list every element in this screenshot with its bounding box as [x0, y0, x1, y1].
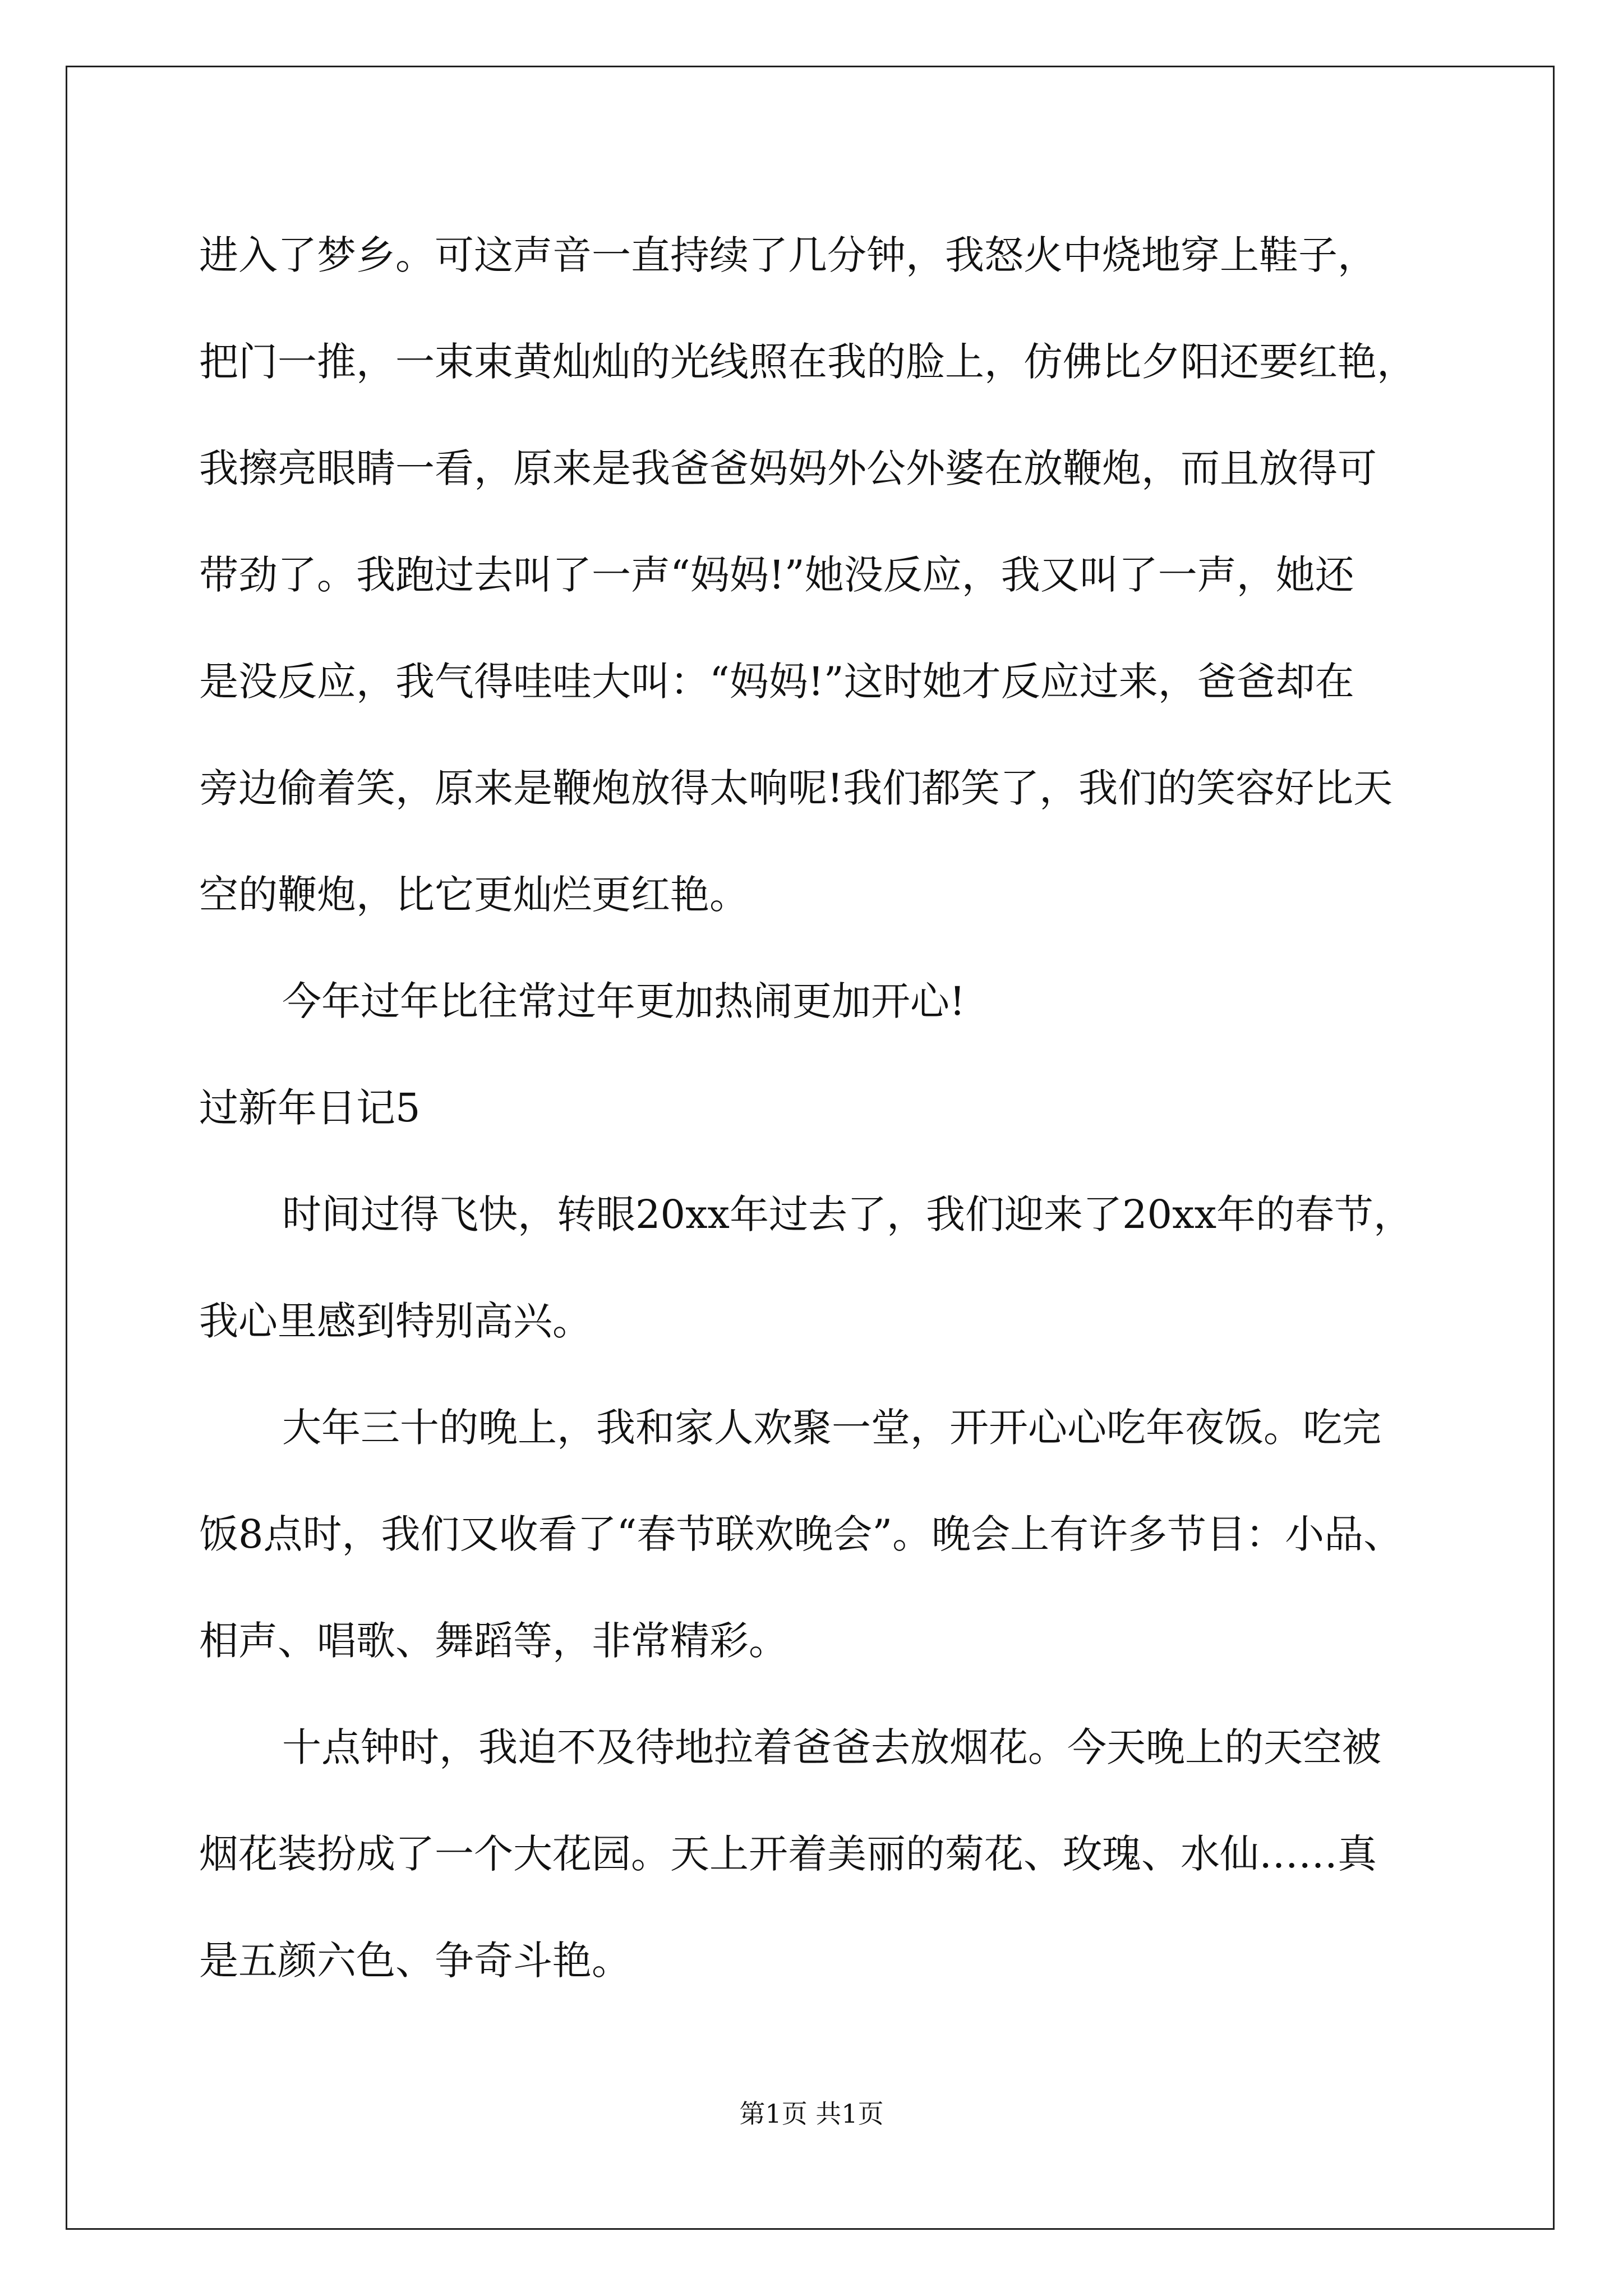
text-line: 带劲了。我跑过去叫了一声“妈妈!”她没反应，我又叫了一声，她还	[199, 552, 1354, 598]
text-line: 空的鞭炮，比它更灿烂更红艳。	[199, 872, 749, 918]
text-line: 我擦亮眼睛一看，原来是我爸爸妈妈外公外婆在放鞭炮，而且放得可	[199, 445, 1377, 491]
document-body	[199, 202, 1455, 2014]
text-line: 我心里感到特别高兴。	[199, 1298, 592, 1344]
text-line: 相声、唱歌、舞蹈等，非常精彩。	[199, 1618, 788, 1664]
text-line: 是没反应，我气得哇哇大叫：“妈妈!”这时她才反应过来，爸爸却在	[199, 659, 1354, 705]
text-line: 旁边偷着笑，原来是鞭炮放得太响呢!我们都笑了，我们的笑容好比天	[199, 765, 1393, 811]
paragraph-first-line: 大年三十的晚上，我和家人欢聚一堂，开开心心吃年夜饭。吃完	[282, 1405, 1381, 1451]
text-line: 饭8点时，我们又收看了“春节联欢晚会”。晚会上有许多节目：小品、	[199, 1511, 1403, 1557]
text-line: 烟花装扮成了一个大花园。天上开着美丽的菊花、玫瑰、水仙……真	[199, 1831, 1377, 1877]
paragraph-first-line: 时间过得飞快，转眼20xx年过去了，我们迎来了20xx年的春节，	[282, 1191, 1413, 1237]
page-footer: 第1页 共1页	[739, 2099, 884, 2129]
text-line: 是五颜六色、争奇斗艳。	[199, 1938, 631, 1984]
text-line: 把门一推，一束束黄灿灿的光线照在我的脸上，仿佛比夕阳还要红艳，	[199, 339, 1416, 385]
section-heading: 过新年日记5	[199, 1085, 421, 1131]
text-line: 进入了梦乡。可这声音一直持续了几分钟，我怒火中烧地穿上鞋子，	[199, 232, 1377, 278]
paragraph-first-line: 今年过年比往常过年更加热闹更加开心!	[282, 978, 966, 1024]
paragraph-first-line: 十点钟时，我迫不及待地拉着爸爸去放烟花。今天晚上的天空被	[282, 1724, 1381, 1770]
